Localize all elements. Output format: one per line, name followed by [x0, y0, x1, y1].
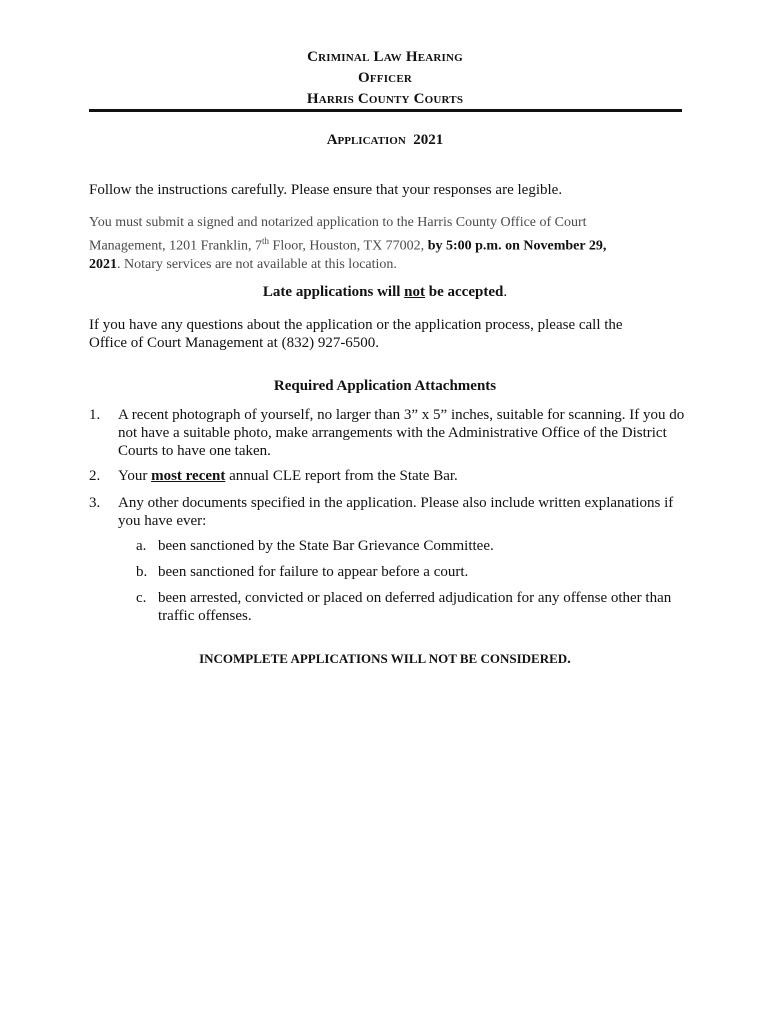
attachment-item-3-num: 3. — [89, 495, 101, 511]
submission-deadline: by 5:00 p.m. on November 29, 2021 — [89, 238, 607, 272]
attachment-subitem-b-letter: b. — [136, 564, 148, 580]
application-label: Application — [326, 132, 406, 148]
attachment-item-1-text: A recent photograph of yourself, no larger than 3” x 5” inches, suitable for scanning. If you do not have a suitable photo, make arrangements with the Administrative Office of the District Courts to have one taken. — [118, 407, 685, 459]
late-notice-post: be accepted — [425, 284, 504, 300]
title-line-1: Criminal Law Hearing — [307, 49, 463, 65]
instructions-text: Follow the instructions carefully. Please ensure that your responses are legible. — [89, 182, 563, 198]
footer-notice — [0, 650, 770, 668]
attachment-subitem-c-letter: c. — [136, 590, 147, 606]
attachment-subitem-b-text: been sanctioned for failure to appear before a court. — [158, 564, 469, 580]
submission-paragraph — [89, 214, 619, 274]
late-notice-emph: not — [404, 284, 426, 300]
attachments-heading — [0, 377, 770, 395]
attachment-item-2-post: annual CLE report from the State Bar. — [225, 468, 458, 484]
title-line-2: Officer — [357, 70, 412, 86]
attachment-subitem-a-letter: a. — [136, 538, 147, 554]
footer-notice-end: . — [567, 651, 571, 667]
attachment-subitem-a-text: been sanctioned by the State Bar Grievance Committee. — [158, 538, 494, 554]
questions-text: If you have any questions about the application or the application process, please call the Office of Court Management at (832) 927-6500. — [89, 317, 623, 351]
submission-text-2: Floor, Houston, TX 77002, — [269, 238, 428, 254]
attachment-item-2-pre: Your — [118, 468, 152, 484]
late-notice-end: . — [503, 284, 508, 300]
submission-text-3: . Notary services are not available at this location. — [117, 256, 397, 272]
footer-notice-text: INCOMPLETE APPLICATIONS WILL NOT BE CONSIDERED — [199, 651, 568, 666]
attachment-item-1-num: 1. — [89, 407, 101, 423]
attachment-item-2-body — [118, 467, 688, 485]
header-rule — [89, 109, 682, 112]
title-line-3: Harris County Courts — [306, 91, 464, 107]
attachments-heading-text: Required Application Attachments — [273, 378, 497, 394]
attachment-subitem-c-text: been arrested, convicted or placed on deferred adjudication for any offense other than traffic offenses. — [158, 590, 672, 624]
attachment-item-3-text: Any other documents specified in the application. Please also include written explanations if you have ever: — [118, 495, 674, 529]
submission-text-1: You must submit a signed and notarized application to the Harris County Office of Court Management, 1201 Franklin, 7 — [89, 215, 587, 254]
attachment-item-2-emph: most recent — [151, 468, 226, 484]
late-notice-pre: Late applications will — [262, 284, 405, 300]
attachment-item-2-num: 2. — [89, 468, 101, 484]
late-notice — [0, 283, 770, 301]
application-title — [0, 132, 770, 149]
application-year: 2021 — [413, 132, 444, 148]
submission-sup: th — [262, 236, 270, 246]
